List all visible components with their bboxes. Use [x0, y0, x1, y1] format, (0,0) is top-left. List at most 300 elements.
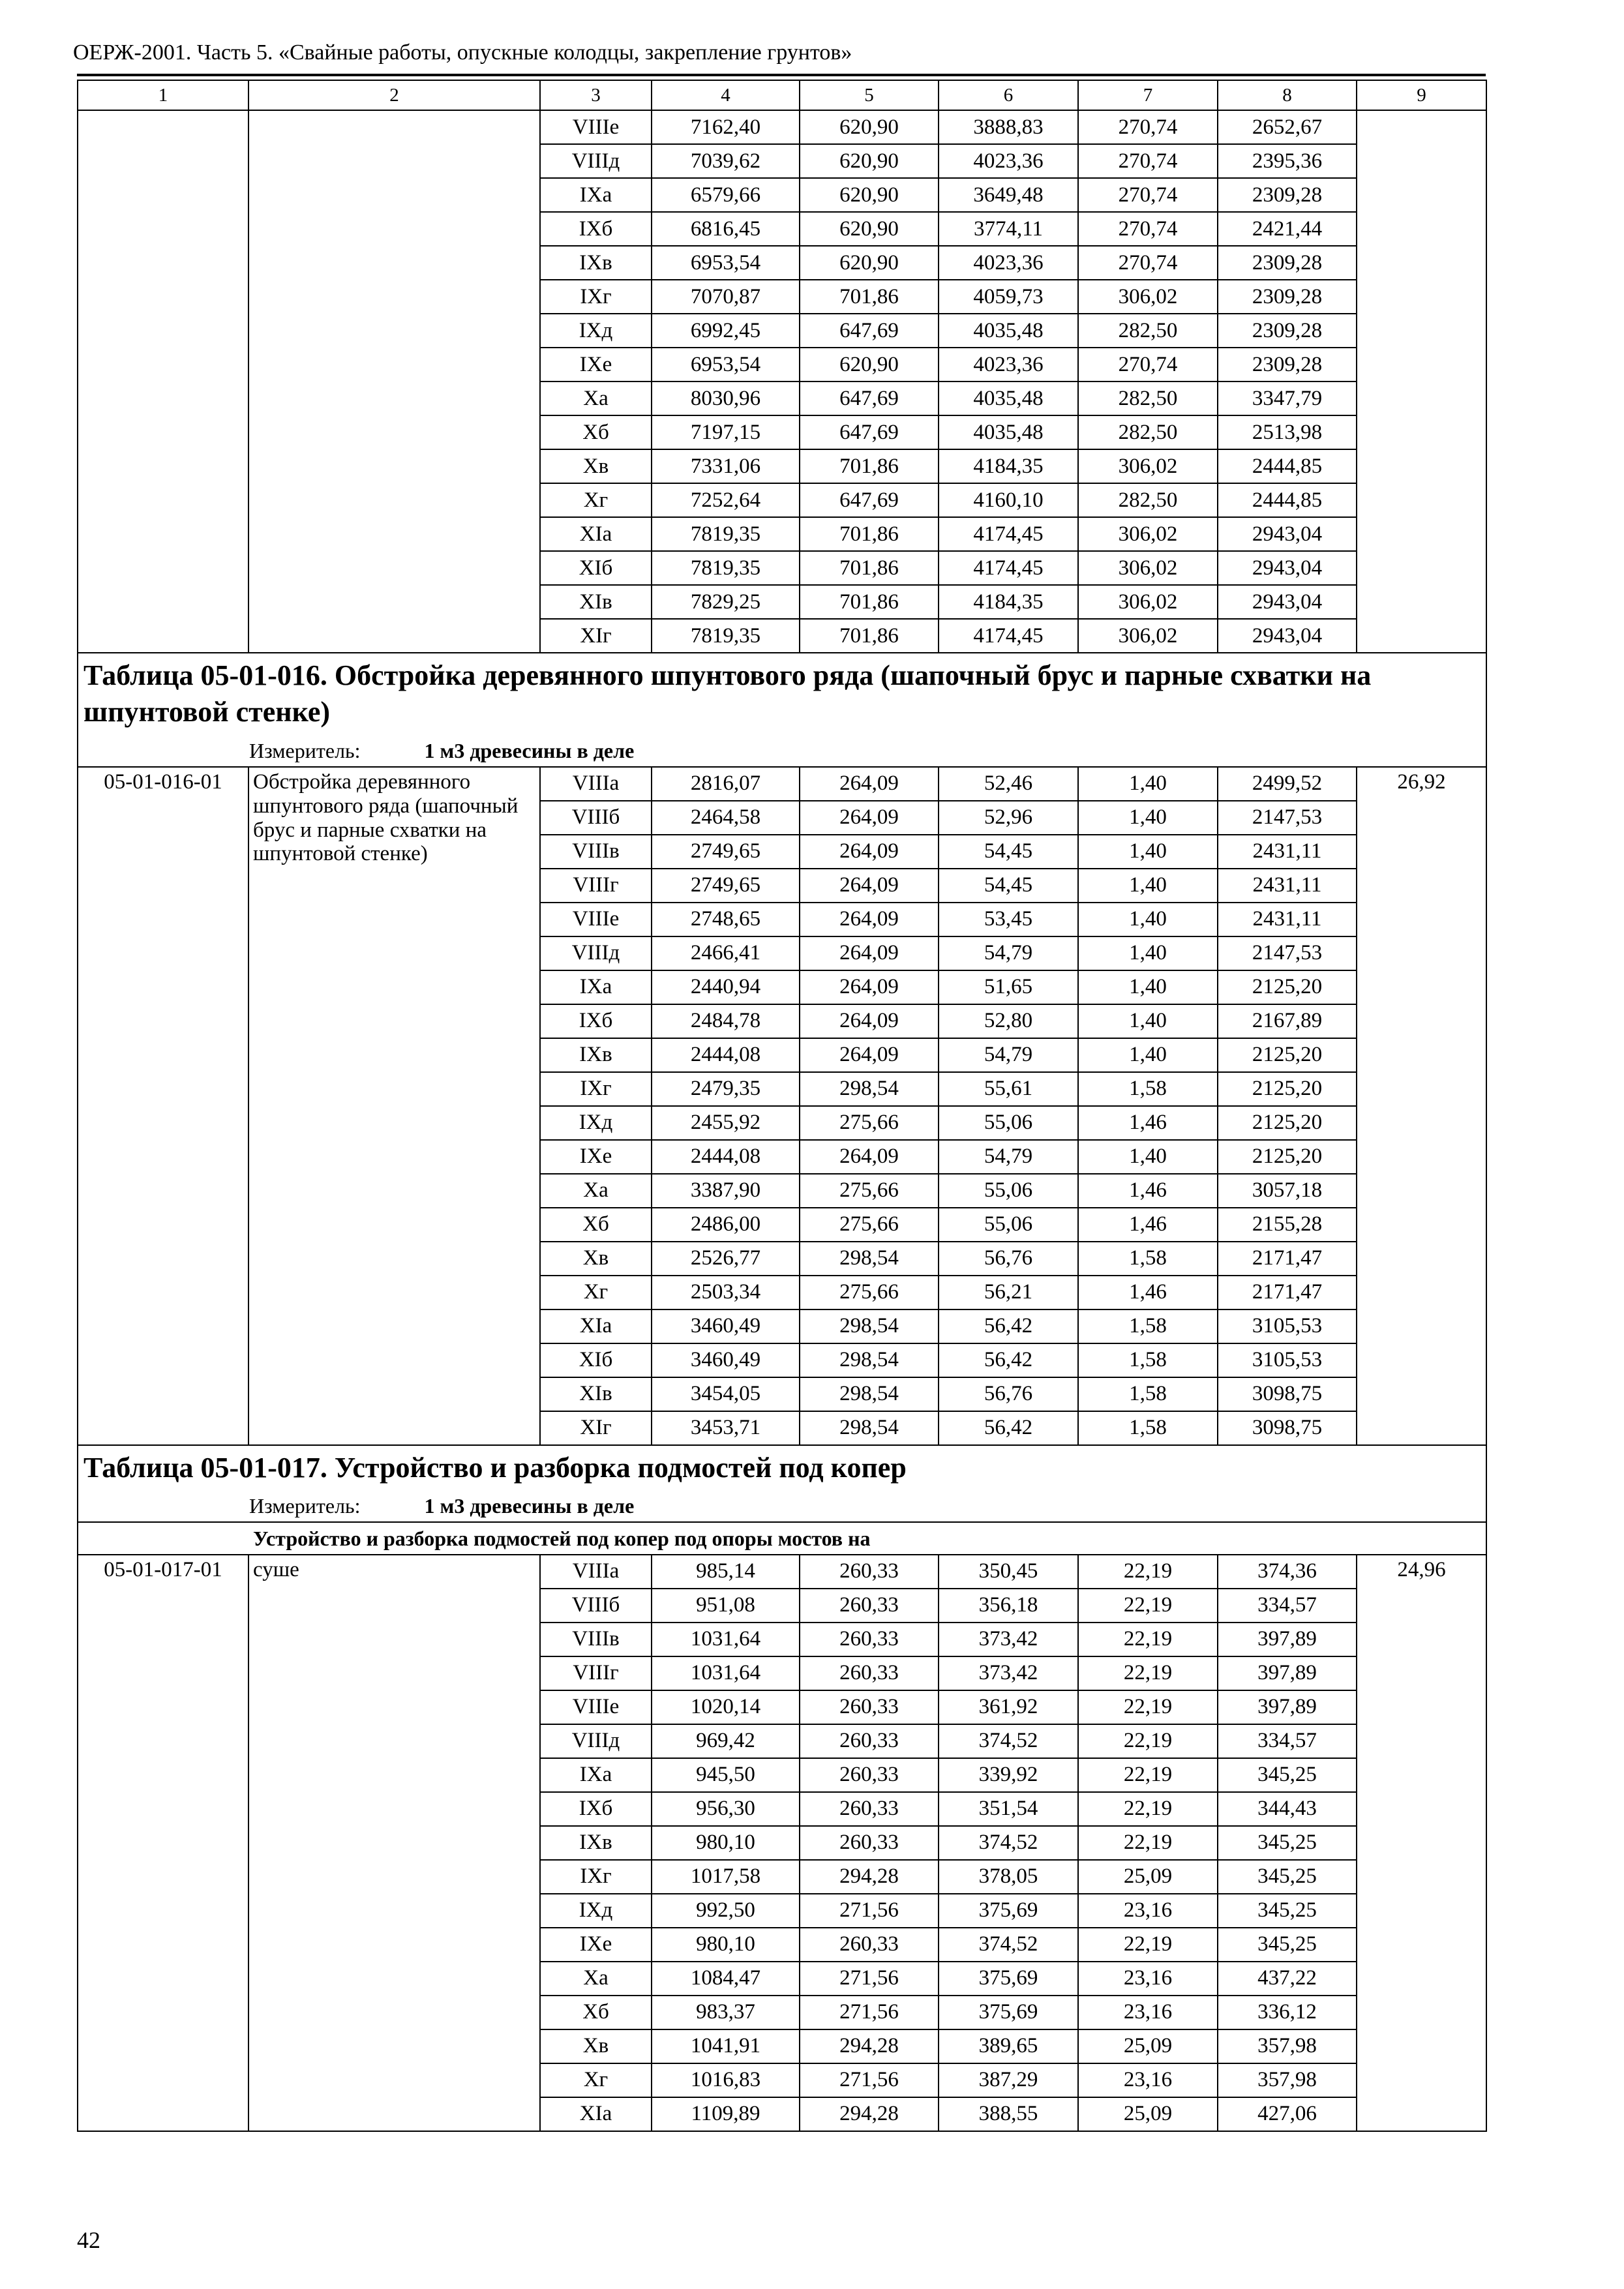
region-cell: Xв — [540, 449, 652, 483]
value-cell: 22,19 — [1078, 1623, 1218, 1656]
value-cell: 298,54 — [800, 1343, 939, 1377]
value-cell: 2444,85 — [1218, 483, 1357, 517]
value-cell: 2484,78 — [652, 1004, 800, 1038]
value-cell: 264,09 — [800, 1038, 939, 1072]
value-cell: 1020,14 — [652, 1690, 800, 1724]
value-cell: 701,86 — [800, 449, 939, 483]
value-cell: 306,02 — [1078, 449, 1218, 483]
value-cell: 357,98 — [1218, 2063, 1357, 2097]
value-cell: 1,40 — [1078, 869, 1218, 903]
value-cell: 3098,75 — [1218, 1411, 1357, 1445]
value-cell: 2455,92 — [652, 1106, 800, 1140]
value-cell: 361,92 — [939, 1690, 1078, 1724]
value-cell: 2943,04 — [1218, 551, 1357, 585]
value-cell: 397,89 — [1218, 1623, 1357, 1656]
value-cell: 1084,47 — [652, 1962, 800, 1996]
value-cell: 25,09 — [1078, 1860, 1218, 1894]
value-cell: 1,46 — [1078, 1174, 1218, 1208]
value-cell: 52,80 — [939, 1004, 1078, 1038]
col9-value: 26,92 — [1357, 767, 1486, 1445]
value-cell: 306,02 — [1078, 280, 1218, 314]
value-cell: 260,33 — [800, 1928, 939, 1962]
value-cell: 275,66 — [800, 1276, 939, 1309]
value-cell: 4184,35 — [939, 449, 1078, 483]
measure-row — [78, 1490, 1486, 1522]
value-cell: 3460,49 — [652, 1309, 800, 1343]
region-cell: IXб — [540, 1004, 652, 1038]
value-cell: 6992,45 — [652, 314, 800, 348]
value-cell: 264,09 — [800, 970, 939, 1004]
value-cell: 2526,77 — [652, 1242, 800, 1276]
value-cell: 260,33 — [800, 1589, 939, 1623]
value-cell: 344,43 — [1218, 1792, 1357, 1826]
value-cell: 1,58 — [1078, 1411, 1218, 1445]
value-cell: 3454,05 — [652, 1377, 800, 1411]
value-cell: 345,25 — [1218, 1826, 1357, 1860]
value-cell: 8030,96 — [652, 382, 800, 415]
value-cell: 351,54 — [939, 1792, 1078, 1826]
value-cell: 2147,53 — [1218, 801, 1357, 835]
region-cell: IXг — [540, 1072, 652, 1106]
value-cell: 4174,45 — [939, 551, 1078, 585]
value-cell: 1,40 — [1078, 1004, 1218, 1038]
value-cell: 980,10 — [652, 1826, 800, 1860]
region-cell: IXд — [540, 1106, 652, 1140]
column-number: 5 — [800, 80, 939, 110]
value-cell: 345,25 — [1218, 1758, 1357, 1792]
value-cell: 647,69 — [800, 314, 939, 348]
value-cell: 373,42 — [939, 1656, 1078, 1690]
value-cell: 1,40 — [1078, 936, 1218, 970]
region-cell: XIг — [540, 619, 652, 653]
value-cell: 2309,28 — [1218, 280, 1357, 314]
region-cell: VIIIд — [540, 936, 652, 970]
value-cell: 2395,36 — [1218, 144, 1357, 178]
value-cell: 260,33 — [800, 1690, 939, 1724]
value-cell: 1,40 — [1078, 970, 1218, 1004]
value-cell: 2652,67 — [1218, 110, 1357, 144]
region-cell: Xб — [540, 415, 652, 449]
value-cell: 374,52 — [939, 1928, 1078, 1962]
value-cell: 4160,10 — [939, 483, 1078, 517]
value-cell: 334,57 — [1218, 1724, 1357, 1758]
value-cell: 620,90 — [800, 348, 939, 382]
value-cell: 23,16 — [1078, 1996, 1218, 2029]
value-cell: 620,90 — [800, 178, 939, 212]
value-cell: 3774,11 — [939, 212, 1078, 246]
region-cell: Xа — [540, 1962, 652, 1996]
value-cell: 389,65 — [939, 2029, 1078, 2063]
value-cell: 264,09 — [800, 1140, 939, 1174]
value-cell: 945,50 — [652, 1758, 800, 1792]
value-cell: 3347,79 — [1218, 382, 1357, 415]
value-cell: 427,06 — [1218, 2097, 1357, 2131]
value-cell: 275,66 — [800, 1174, 939, 1208]
region-cell: VIIIд — [540, 144, 652, 178]
value-cell: 374,36 — [1218, 1555, 1357, 1589]
value-cell: 374,52 — [939, 1724, 1078, 1758]
value-cell: 56,76 — [939, 1377, 1078, 1411]
value-cell: 4035,48 — [939, 314, 1078, 348]
value-cell: 3460,49 — [652, 1343, 800, 1377]
value-cell: 2816,07 — [652, 767, 800, 801]
work-description: суше — [248, 1555, 540, 2131]
value-cell: 4023,36 — [939, 144, 1078, 178]
region-cell: Xб — [540, 1996, 652, 2029]
value-cell: 2125,20 — [1218, 1072, 1357, 1106]
value-cell: 7829,25 — [652, 585, 800, 619]
value-cell: 4174,45 — [939, 517, 1078, 551]
value-cell: 334,57 — [1218, 1589, 1357, 1623]
measure-cell — [78, 735, 1486, 767]
rate-code — [78, 110, 248, 653]
value-cell: 4174,45 — [939, 619, 1078, 653]
measure-value: 1 м3 древесины в деле — [424, 738, 635, 762]
region-cell: Xа — [540, 1174, 652, 1208]
value-cell: 375,69 — [939, 1962, 1078, 1996]
value-cell: 985,14 — [652, 1555, 800, 1589]
region-cell: IXв — [540, 1826, 652, 1860]
value-cell: 56,76 — [939, 1242, 1078, 1276]
value-cell: 264,09 — [800, 767, 939, 801]
value-cell: 378,05 — [939, 1860, 1078, 1894]
value-cell: 51,65 — [939, 970, 1078, 1004]
value-cell: 55,06 — [939, 1106, 1078, 1140]
value-cell: 1,40 — [1078, 903, 1218, 936]
value-cell: 22,19 — [1078, 1758, 1218, 1792]
value-cell: 951,08 — [652, 1589, 800, 1623]
region-cell: IXе — [540, 348, 652, 382]
value-cell: 345,25 — [1218, 1928, 1357, 1962]
value-cell: 54,45 — [939, 869, 1078, 903]
value-cell: 22,19 — [1078, 1555, 1218, 1589]
value-cell: 22,19 — [1078, 1928, 1218, 1962]
value-cell: 264,09 — [800, 1004, 939, 1038]
region-cell: IXа — [540, 178, 652, 212]
region-cell: IXа — [540, 1758, 652, 1792]
value-cell: 2125,20 — [1218, 1038, 1357, 1072]
value-cell: 1,40 — [1078, 767, 1218, 801]
value-cell: 270,74 — [1078, 178, 1218, 212]
value-cell: 6579,66 — [652, 178, 800, 212]
rates-table — [77, 80, 1487, 2132]
region-cell: VIIIв — [540, 1623, 652, 1656]
value-cell: 1,58 — [1078, 1377, 1218, 1411]
value-cell: 2444,85 — [1218, 449, 1357, 483]
value-cell: 2749,65 — [652, 869, 800, 903]
value-cell: 264,09 — [800, 869, 939, 903]
value-cell: 22,19 — [1078, 1792, 1218, 1826]
value-cell: 2125,20 — [1218, 970, 1357, 1004]
value-cell: 701,86 — [800, 619, 939, 653]
region-cell: VIIIб — [540, 1589, 652, 1623]
value-cell: 1016,83 — [652, 2063, 800, 2097]
value-cell: 3098,75 — [1218, 1377, 1357, 1411]
value-cell: 2486,00 — [652, 1208, 800, 1242]
value-cell: 345,25 — [1218, 1894, 1357, 1928]
value-cell: 2479,35 — [652, 1072, 800, 1106]
value-cell: 22,19 — [1078, 1690, 1218, 1724]
value-cell: 264,09 — [800, 801, 939, 835]
value-cell: 7252,64 — [652, 483, 800, 517]
region-cell: VIIIд — [540, 1724, 652, 1758]
value-cell: 1031,64 — [652, 1656, 800, 1690]
region-cell: IXд — [540, 1894, 652, 1928]
region-cell: IXа — [540, 970, 652, 1004]
value-cell: 3387,90 — [652, 1174, 800, 1208]
value-cell: 1,40 — [1078, 835, 1218, 869]
value-cell: 56,21 — [939, 1276, 1078, 1309]
value-cell: 1109,89 — [652, 2097, 800, 2131]
value-cell: 7819,35 — [652, 517, 800, 551]
col9-value: 24,96 — [1357, 1555, 1486, 2131]
value-cell: 306,02 — [1078, 585, 1218, 619]
region-cell: IXв — [540, 1038, 652, 1072]
header-rule — [77, 74, 1486, 76]
column-number: 7 — [1078, 80, 1218, 110]
subheading: Устройство и разборка подмостей под копер под опоры мостов на — [78, 1522, 1486, 1555]
value-cell: 1,40 — [1078, 1140, 1218, 1174]
value-cell: 54,79 — [939, 1038, 1078, 1072]
value-cell: 2748,65 — [652, 903, 800, 936]
measure-label: Измеритель: — [249, 1493, 361, 1518]
region-cell: Xа — [540, 382, 652, 415]
value-cell: 7162,40 — [652, 110, 800, 144]
value-cell: 2125,20 — [1218, 1140, 1357, 1174]
value-cell: 264,09 — [800, 903, 939, 936]
value-cell: 620,90 — [800, 212, 939, 246]
value-cell: 1041,91 — [652, 2029, 800, 2063]
region-cell: VIIIе — [540, 110, 652, 144]
value-cell: 357,98 — [1218, 2029, 1357, 2063]
value-cell: 1017,58 — [652, 1860, 800, 1894]
value-cell: 3453,71 — [652, 1411, 800, 1445]
value-cell: 7331,06 — [652, 449, 800, 483]
value-cell: 1,46 — [1078, 1276, 1218, 1309]
value-cell: 54,79 — [939, 1140, 1078, 1174]
region-cell: IXд — [540, 314, 652, 348]
value-cell: 387,29 — [939, 2063, 1078, 2097]
table-016-heading — [78, 653, 1486, 735]
value-cell: 7039,62 — [652, 144, 800, 178]
measure-label: Измеритель: — [249, 738, 361, 762]
value-cell: 356,18 — [939, 1589, 1078, 1623]
region-cell: VIIIг — [540, 869, 652, 903]
value-cell: 701,86 — [800, 585, 939, 619]
value-cell: 339,92 — [939, 1758, 1078, 1792]
region-cell: XIв — [540, 1377, 652, 1411]
measure-cell — [78, 1490, 1486, 1522]
value-cell: 2431,11 — [1218, 835, 1357, 869]
value-cell: 270,74 — [1078, 246, 1218, 280]
value-cell: 1,58 — [1078, 1309, 1218, 1343]
value-cell: 4023,36 — [939, 348, 1078, 382]
table-row — [78, 767, 1486, 801]
value-cell: 2464,58 — [652, 801, 800, 835]
region-cell: IXб — [540, 1792, 652, 1826]
region-cell: XIг — [540, 1411, 652, 1445]
value-cell: 2444,08 — [652, 1140, 800, 1174]
work-description — [248, 110, 540, 653]
value-cell: 373,42 — [939, 1623, 1078, 1656]
value-cell: 6816,45 — [652, 212, 800, 246]
value-cell: 7819,35 — [652, 551, 800, 585]
value-cell: 6953,54 — [652, 246, 800, 280]
value-cell: 22,19 — [1078, 1656, 1218, 1690]
column-number: 8 — [1218, 80, 1357, 110]
value-cell: 956,30 — [652, 1792, 800, 1826]
value-cell: 6953,54 — [652, 348, 800, 382]
value-cell: 3649,48 — [939, 178, 1078, 212]
value-cell: 2503,34 — [652, 1276, 800, 1309]
region-cell: IXв — [540, 246, 652, 280]
value-cell: 3057,18 — [1218, 1174, 1357, 1208]
measure-row — [78, 735, 1486, 767]
value-cell: 7197,15 — [652, 415, 800, 449]
value-cell: 375,69 — [939, 1996, 1078, 2029]
value-cell: 260,33 — [800, 1623, 939, 1656]
value-cell: 282,50 — [1078, 483, 1218, 517]
value-cell: 55,06 — [939, 1174, 1078, 1208]
value-cell: 2499,52 — [1218, 767, 1357, 801]
value-cell: 1,40 — [1078, 801, 1218, 835]
value-cell: 264,09 — [800, 835, 939, 869]
table-row — [78, 1555, 1486, 1589]
value-cell: 2167,89 — [1218, 1004, 1357, 1038]
value-cell: 2431,11 — [1218, 903, 1357, 936]
value-cell: 2943,04 — [1218, 619, 1357, 653]
value-cell: 294,28 — [800, 1860, 939, 1894]
value-cell: 397,89 — [1218, 1656, 1357, 1690]
value-cell: 7070,87 — [652, 280, 800, 314]
value-cell: 56,42 — [939, 1309, 1078, 1343]
value-cell: 345,25 — [1218, 1860, 1357, 1894]
region-cell: VIIIа — [540, 1555, 652, 1589]
value-cell: 647,69 — [800, 483, 939, 517]
value-cell: 260,33 — [800, 1724, 939, 1758]
value-cell: 264,09 — [800, 936, 939, 970]
value-cell: 298,54 — [800, 1377, 939, 1411]
value-cell: 55,61 — [939, 1072, 1078, 1106]
value-cell: 2431,11 — [1218, 869, 1357, 903]
value-cell: 1,46 — [1078, 1208, 1218, 1242]
region-cell: XIа — [540, 1309, 652, 1343]
value-cell: 25,09 — [1078, 2029, 1218, 2063]
value-cell: 647,69 — [800, 382, 939, 415]
work-description: Обстройка деревянного шпунтового ряда (шапочный брус и парные схватки на шпунтовой стенке) — [248, 767, 540, 1445]
value-cell: 282,50 — [1078, 314, 1218, 348]
value-cell: 260,33 — [800, 1792, 939, 1826]
value-cell: 22,19 — [1078, 1826, 1218, 1860]
value-cell: 282,50 — [1078, 382, 1218, 415]
table-title: Таблица 05-01-016. Обстройка деревянного шпунтового ряда (шапочный брус и парные схватки на шпунтовой стенке) — [78, 653, 1486, 735]
subheading-row — [78, 1522, 1486, 1555]
value-cell: 1,46 — [1078, 1106, 1218, 1140]
value-cell: 1,58 — [1078, 1343, 1218, 1377]
table-title: Таблица 05-01-017. Устройство и разборка подмостей под копер — [78, 1445, 1486, 1490]
region-cell: XIа — [540, 2097, 652, 2131]
region-cell: Xг — [540, 1276, 652, 1309]
value-cell: 25,09 — [1078, 2097, 1218, 2131]
value-cell: 620,90 — [800, 144, 939, 178]
region-cell: XIб — [540, 1343, 652, 1377]
value-cell: 54,79 — [939, 936, 1078, 970]
column-number: 3 — [540, 80, 652, 110]
column-number: 4 — [652, 80, 800, 110]
rate-code: 05-01-017-01 — [78, 1555, 248, 2131]
value-cell: 2421,44 — [1218, 212, 1357, 246]
region-cell: VIIIа — [540, 767, 652, 801]
column-number: 9 — [1357, 80, 1486, 110]
region-cell: VIIIе — [540, 1690, 652, 1724]
value-cell: 23,16 — [1078, 1894, 1218, 1928]
region-cell: VIIIе — [540, 903, 652, 936]
value-cell: 4035,48 — [939, 415, 1078, 449]
value-cell: 22,19 — [1078, 1724, 1218, 1758]
value-cell: 701,86 — [800, 517, 939, 551]
value-cell: 620,90 — [800, 246, 939, 280]
column-number: 1 — [78, 80, 248, 110]
col9-value — [1357, 110, 1486, 653]
value-cell: 437,22 — [1218, 1962, 1357, 1996]
value-cell: 336,12 — [1218, 1996, 1357, 2029]
region-cell: IXг — [540, 280, 652, 314]
value-cell: 3105,53 — [1218, 1309, 1357, 1343]
value-cell: 2155,28 — [1218, 1208, 1357, 1242]
value-cell: 298,54 — [800, 1072, 939, 1106]
region-cell: Xг — [540, 2063, 652, 2097]
value-cell: 1,40 — [1078, 1038, 1218, 1072]
value-cell: 397,89 — [1218, 1690, 1357, 1724]
value-cell: 271,56 — [800, 2063, 939, 2097]
value-cell: 701,86 — [800, 280, 939, 314]
value-cell: 3888,83 — [939, 110, 1078, 144]
value-cell: 4059,73 — [939, 280, 1078, 314]
value-cell: 701,86 — [800, 551, 939, 585]
value-cell: 4035,48 — [939, 382, 1078, 415]
value-cell: 260,33 — [800, 1758, 939, 1792]
region-cell: VIIIг — [540, 1656, 652, 1690]
value-cell: 306,02 — [1078, 619, 1218, 653]
value-cell: 56,42 — [939, 1343, 1078, 1377]
region-cell: XIа — [540, 517, 652, 551]
value-cell: 388,55 — [939, 2097, 1078, 2131]
value-cell: 1,58 — [1078, 1072, 1218, 1106]
value-cell: 4184,35 — [939, 585, 1078, 619]
value-cell: 294,28 — [800, 2029, 939, 2063]
value-cell: 2309,28 — [1218, 246, 1357, 280]
region-cell: IXе — [540, 1928, 652, 1962]
value-cell: 2444,08 — [652, 1038, 800, 1072]
value-cell: 23,16 — [1078, 1962, 1218, 1996]
value-cell: 374,52 — [939, 1826, 1078, 1860]
column-number-row — [78, 80, 1486, 110]
measure-value: 1 м3 древесины в деле — [424, 1493, 635, 1518]
value-cell: 271,56 — [800, 1996, 939, 2029]
value-cell: 306,02 — [1078, 551, 1218, 585]
region-cell: Xв — [540, 2029, 652, 2063]
value-cell: 375,69 — [939, 1894, 1078, 1928]
value-cell: 294,28 — [800, 2097, 939, 2131]
value-cell: 647,69 — [800, 415, 939, 449]
value-cell: 53,45 — [939, 903, 1078, 936]
value-cell: 2309,28 — [1218, 314, 1357, 348]
value-cell: 270,74 — [1078, 110, 1218, 144]
value-cell: 270,74 — [1078, 212, 1218, 246]
value-cell: 271,56 — [800, 1894, 939, 1928]
page-header: ОЕРЖ-2001. Часть 5. «Свайные работы, опускные колодцы, закрепление грунтов» — [73, 40, 852, 65]
value-cell: 54,45 — [939, 835, 1078, 869]
